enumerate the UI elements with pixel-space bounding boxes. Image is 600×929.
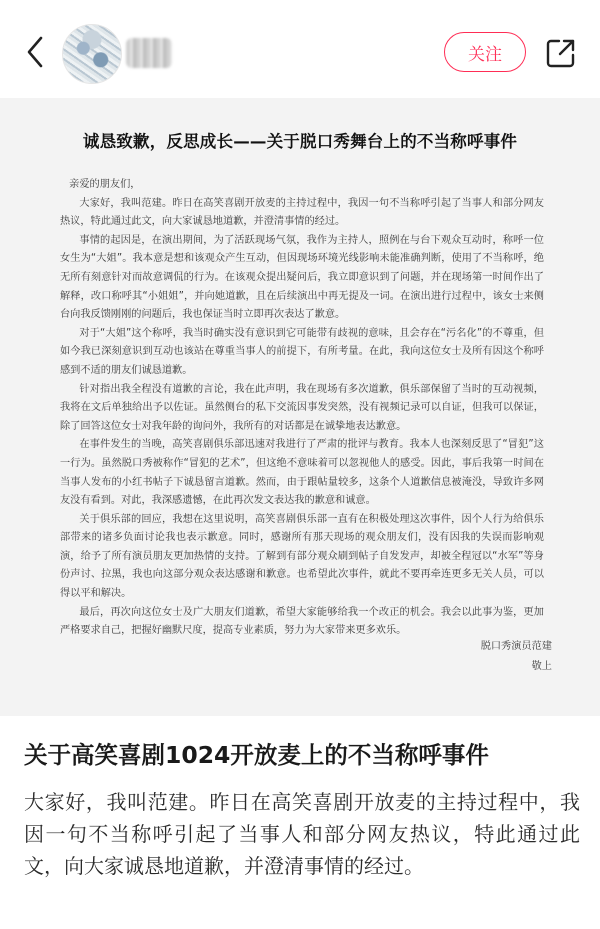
letter-paragraph: 大家好，我叫范建。昨日在高笑喜剧开放麦的主持过程中，我因一句不当称呼引起了当事人和部分网友热议，特此通过此文，向大家诚恳地道歉，并澄清事情的经过。 [60, 197, 544, 228]
letter-paragraph: 关于俱乐部的回应，我想在这里说明，高笑喜剧俱乐部一直有在积极处理这次事件，因个人行为给俱乐部带来的诸多负面讨论我也表示歉意。同时，感谢所有那天现场的观众朋友们，没有因我的失误而影响观演，给予了所有演员朋友更加热情的支持。了解到有部分观众刷到帖子自发发声，却被全程冠以“水军”等身份声讨、拉黑，我也向这部分观众表达感谢和歉意。也希望此次事件，就此不要再牵连更多无关人员，可以得以平和解决。 [60, 513, 544, 600]
post-title: 关于高笑喜剧1024开放麦上的不当称呼事件 [24, 741, 489, 769]
letter-title: 诚恳致歉，反思成长——关于脱口秀舞台上的不当称呼事件 [82, 132, 518, 151]
top-bar [0, 0, 600, 98]
chevron-left-icon [25, 35, 45, 69]
apology-letter-image[interactable] [0, 98, 600, 716]
letter-closing: 敬上 [531, 661, 552, 672]
letter-body [60, 176, 544, 641]
letter-greeting: 亲爱的朋友们， [69, 179, 141, 190]
follow-button[interactable]: 关注 [444, 32, 526, 72]
letter-paragraph: 针对指出我全程没有道歉的言论，我在此声明，我在现场有多次道歉，俱乐部保留了当时的互动视频，我将在文后单独给出予以佐证。虽然侧台的私下交流因事发突然，没有视频记录可以自证，但我可以保证，除了回答这位女士对我年龄的询问外，我所有的对话都是在诚挚地表达歉意。 [60, 383, 544, 432]
letter-paragraph: 事情的起因是，在演出期间，为了活跃现场气氛，我作为主持人，照例在与台下观众互动时，称呼一位女生为“大姐”。我本意是想和该观众产生互动，但因现场环境光线影响未能准确判断，使用了不当称呼，绝无所有刻意针对而故意调侃的行为。在该观众提出疑问后，我立即意识到了问题，并在现场第一时间作出了解释，改口称呼其“小姐姐”，并向她道歉，且在后续演出中再无提及一词。在演出进行过程中，该女士来侧台向我反馈刚刚的问题后，我也保证当时立即再次表达了歉意。 [60, 234, 544, 321]
post-body: 大家好，我叫范建。昨日在高笑喜剧开放麦的主持过程中，我因一句不当称呼引起了当事人和部分网友热议，特此通过此文，向大家诚恳地道歉，并澄清事情的经过。 [24, 790, 580, 878]
share-icon [545, 37, 577, 69]
share-button[interactable] [542, 34, 580, 72]
back-button[interactable] [18, 32, 52, 72]
letter-paragraph: 在事件发生的当晚，高笑喜剧俱乐部迅速对我进行了严肃的批评与教育。我本人也深刻反思了“冒犯”这一行为。虽然脱口秀被称作“冒犯的艺术”，但这绝不意味着可以忽视他人的感受。因此，事后我第一时间在当事人发布的小红书帖子下诚恳留言道歉。然而，由于跟帖量较多，这条个人道歉信息被淹没，导致许多网友没有看到。对此，我深感遗憾，在此再次发文表达我的歉意和诚意。 [60, 439, 544, 507]
letter-paragraph: 对于“大姐”这个称呼，我当时确实没有意识到它可能带有歧视的意味，且会存在“污名化”的不尊重，但如今我已深刻意识到互动也该站在尊重当事人的前提下，有所考量。在此，我向这位女士及所有因这个称呼感到不适的朋友们诚恳道歉。 [60, 327, 544, 376]
username-blurred[interactable] [126, 38, 172, 68]
letter-paragraph: 最后，再次向这位女士及广大朋友们道歉，希望大家能够给我一个改正的机会。我会以此事为鉴，更加严格要求自己，把握好幽默尺度，提高专业素质，努力为大家带来更多欢乐。 [60, 606, 544, 637]
avatar[interactable] [62, 24, 122, 84]
section-divider [0, 716, 600, 738]
letter-signature: 脱口秀演员范建 [480, 641, 552, 652]
